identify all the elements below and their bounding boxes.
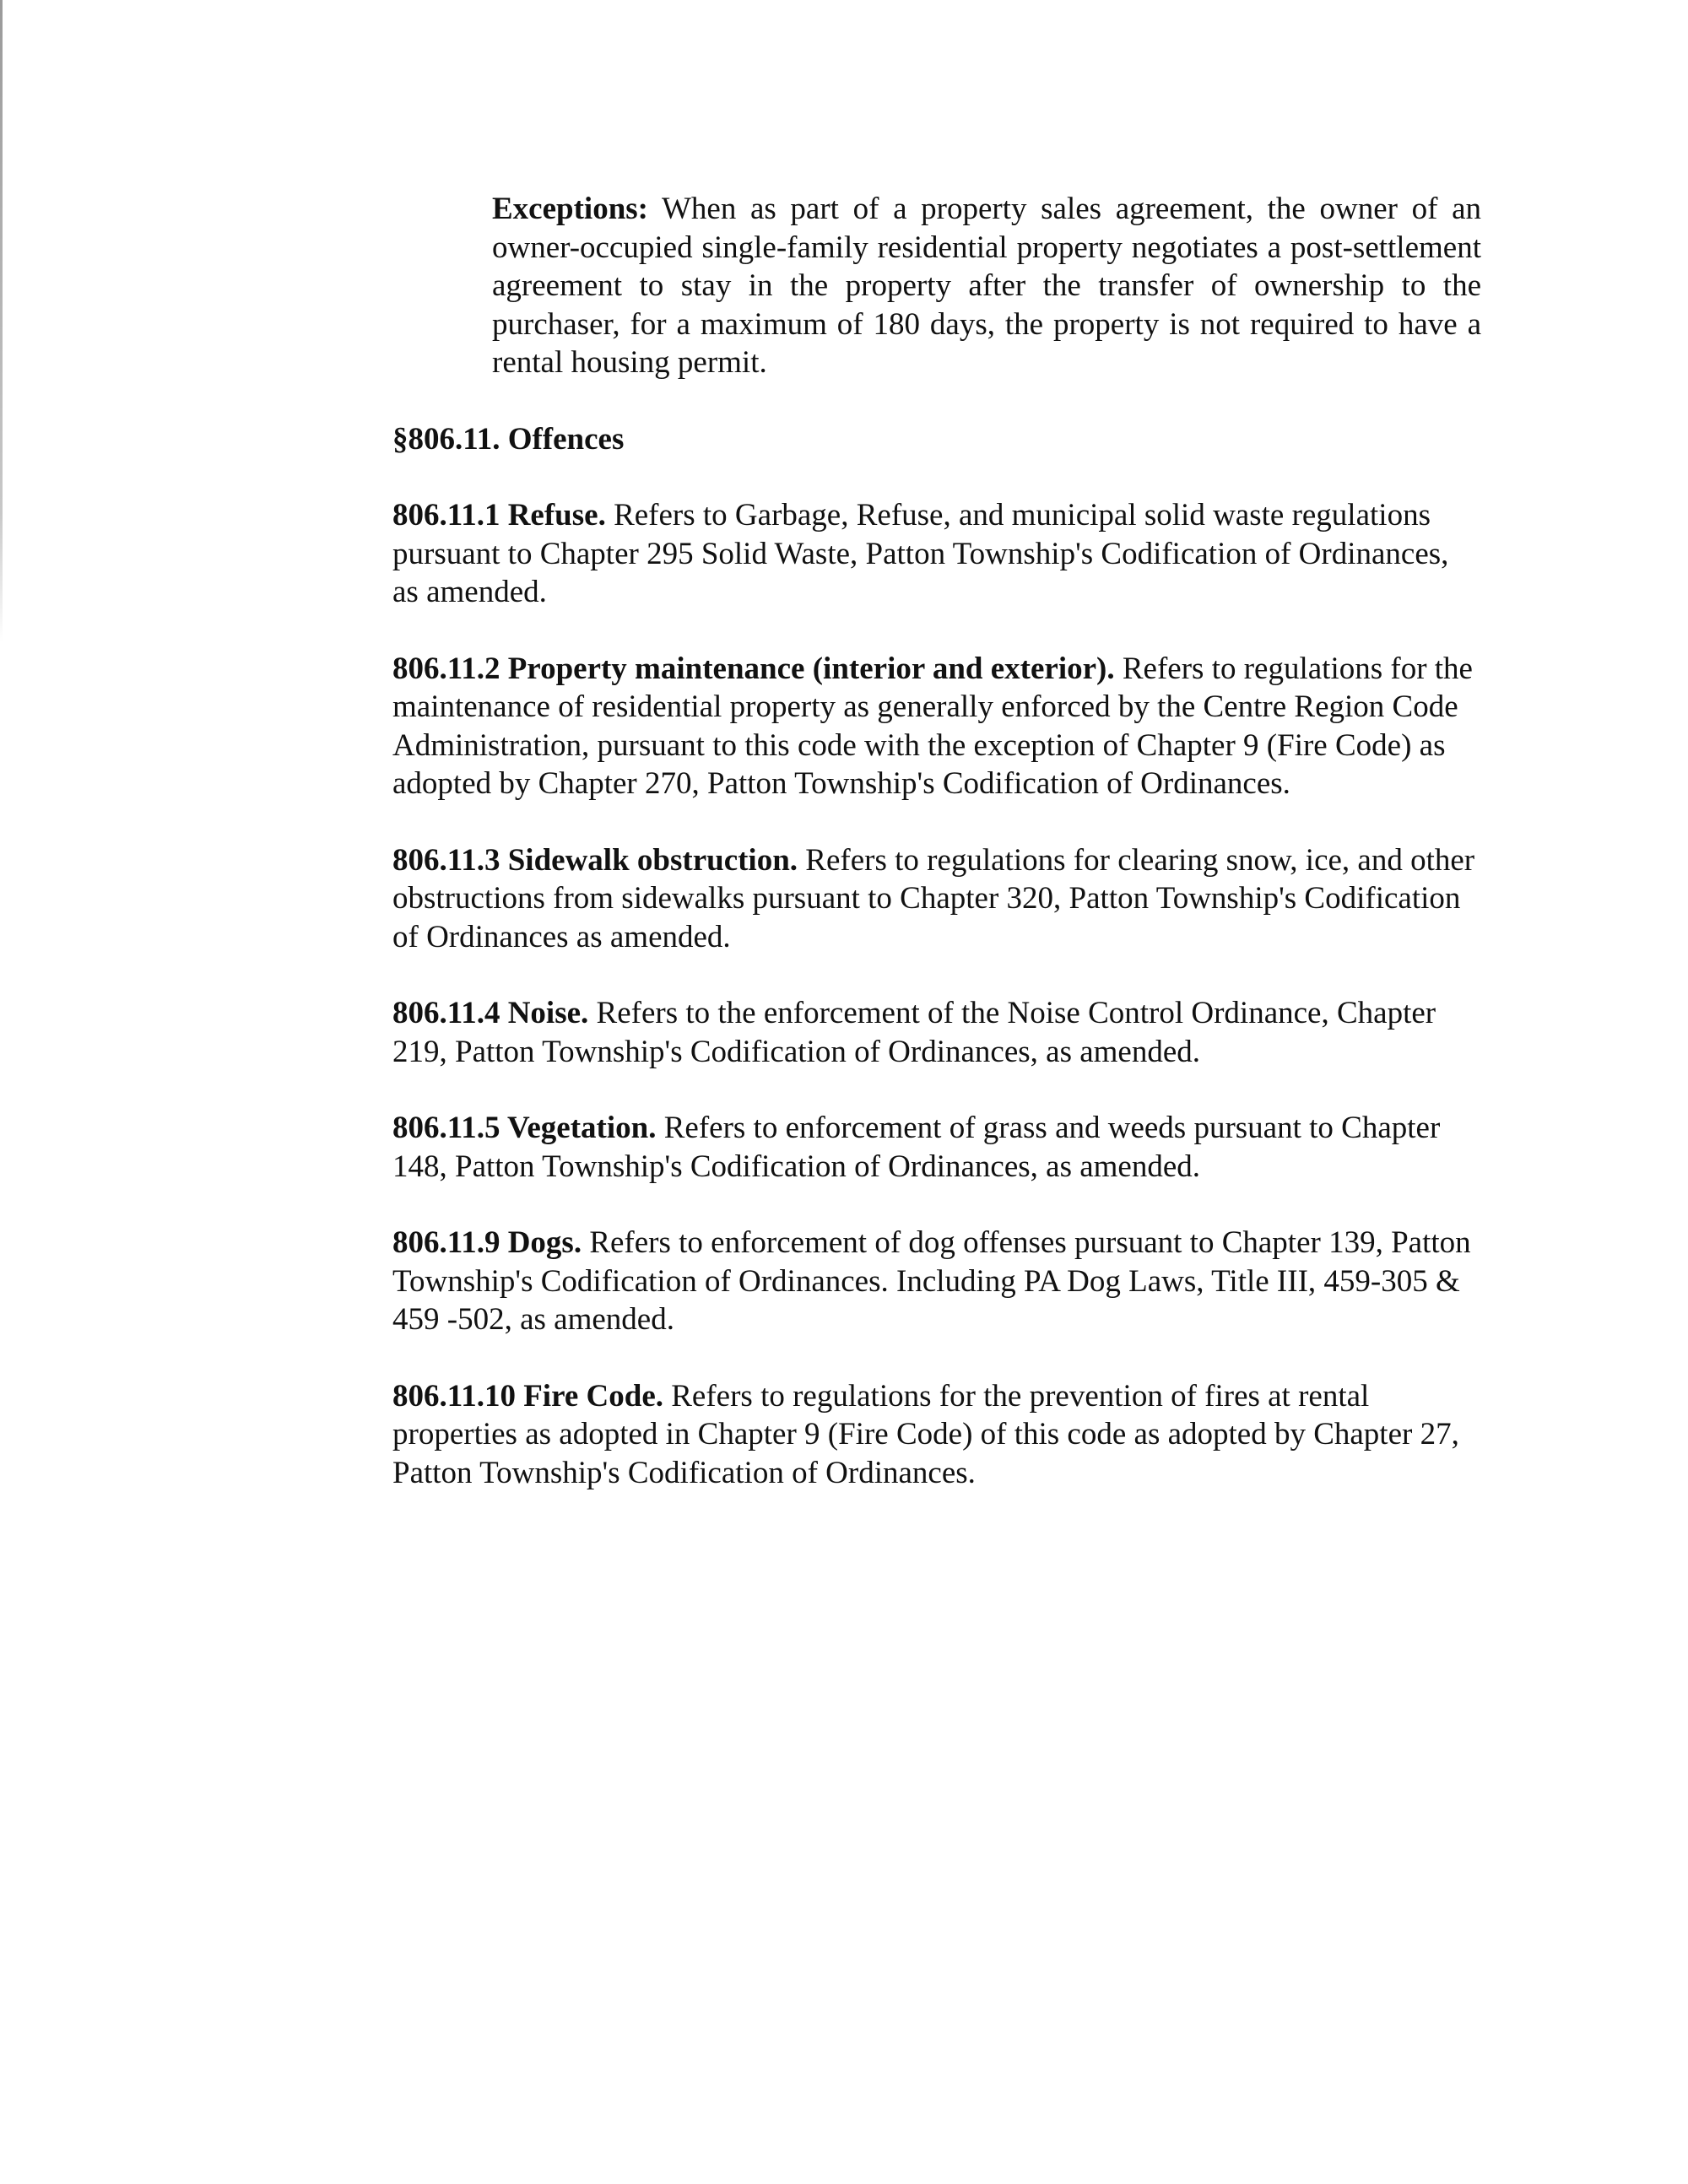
exceptions-term: Exceptions: [492,192,648,226]
refuse-text: Refers to Garbage, Refuse, and municipal solid waste regulations pursuant to Chapter 295 Solid Waste, Patton Township's Codification of Ordinances, as amended. [392,498,1449,609]
section-heading: §806.11. Offences [392,421,625,457]
sidewalk-obstruction-term: 806.11.3 Sidewalk obstruction. [392,842,798,878]
fire-code-term: 806.11.10 Fire Code. [392,1378,663,1414]
noise-text: Refers to the enforcement of the Noise Control Ordinance, Chapter 219, Patton Township's Codification of Ordinances, as amended. [392,996,1436,1069]
exceptions-text: When as part of a property sales agreement, the owner of an owner-occupied single-family residential property negotiates a post-settlement agreement to stay in the property after the transfer of ownership to the purchaser, for a maximum of 180 days, the property is not required to have a rental housing permit. [492,192,1481,380]
sidewalk-obstruction-text: Refers to regulations for clearing snow, ice, and other obstructions from sidewalks pursuant to Chapter 320, Patton Township's Codification of Ordinances as amended. [392,842,1475,954]
noise-term: 806.11.4 Noise. [392,996,589,1030]
property-maintenance-paragraph [392,650,1481,803]
sidewalk-obstruction-paragraph [392,841,1481,957]
vegetation-paragraph [392,1109,1481,1186]
fire-code-paragraph [392,1377,1481,1493]
refuse-term: 806.11.1 Refuse. [392,498,606,532]
noise-paragraph [392,994,1481,1071]
property-maintenance-term: 806.11.2 Property maintenance (interior and exterior). [392,651,1115,686]
document-page [392,190,1481,1492]
vegetation-term: 806.11.5 Vegetation. [392,1111,657,1145]
vegetation-text: Refers to enforcement of grass and weeds pursuant to Chapter 148, Patton Township's Codification of Ordinances, as amended. [392,1111,1441,1184]
property-maintenance-text: Refers to regulations for the maintenance of residential property as generally enforced by the Centre Region Code Administration, pursuant to this code with the exception of Chapter 9 (Fire Code) as adopted by Chapter 270, Patton Township's Codification of Ordinances. [392,651,1473,801]
dogs-paragraph [392,1224,1481,1339]
refuse-paragraph [392,496,1481,612]
dogs-text: Refers to enforcement of dog offenses pursuant to Chapter 139, Patton Township's Codification of Ordinances. Including PA Dog Laws, Title III, 459-305 & 459 -502, as amended. [392,1225,1471,1337]
scan-edge-shadow [0,0,3,641]
fire-code-text: Refers to regulations for the prevention of fires at rental properties as adopted in Chapter 9 (Fire Code) of this code as adopted by Chapter 27, Patton Township's Codification of Ordinances. [392,1378,1459,1490]
dogs-term: 806.11.9 Dogs. [392,1225,582,1260]
exceptions-paragraph [492,190,1481,382]
